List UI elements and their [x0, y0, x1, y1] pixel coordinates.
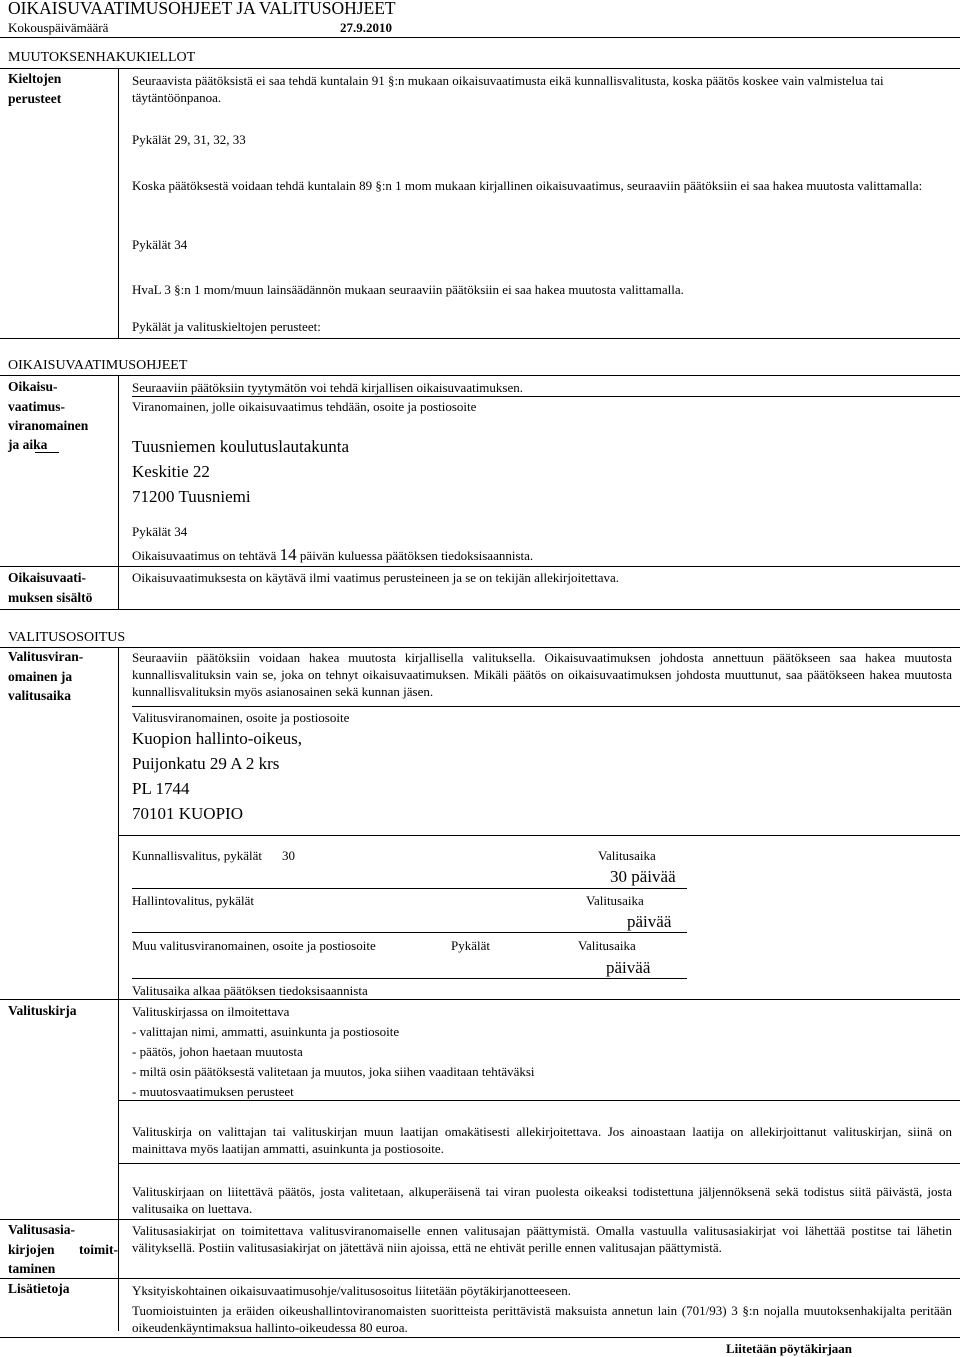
oikaisu-restriction-text: Koska päätöksestä voidaan tehdä kuntalain 89 §:n 1 mom mukaan kirjallinen oikaisuvaatimus, seuraaviin päätöksiin ei saa hakea muutosta valittamalla:	[132, 178, 923, 193]
label-vaatimus: vaatimus-	[8, 399, 65, 414]
lisatietoja-text-2: Tuomioistuinten ja eräiden oikeushallintoviranomaisten suoritteista perittävistä maksuista annetun lain (701/93) 3 §:n nojalla muutoksenhakijalta peritään oikeudenkäyntimaksua hallinto-oikeudessa 80 euroa.	[132, 1303, 952, 1335]
valitusaika-value-2: päivää	[627, 912, 672, 931]
meeting-date-label: Kokouspäivämäärä	[8, 20, 109, 35]
label-valitusaika: valitusaika	[8, 688, 72, 703]
valituskirja-attachment-text: Valituskirjaan on liitettävä päätös, josta valitetaan, alkuperäisenä tai viran puolesta oikeaksi todistettuna jäljennöksenä sekä todistus siitä päivästä, josta valitusaika on luettava.	[132, 1184, 952, 1216]
label-valituskirja: Valituskirja	[8, 1003, 77, 1018]
valitus-address-box: PL 1744	[132, 779, 190, 798]
valituskirja-item-0: Valituskirjassa on ilmoitettava	[132, 1004, 290, 1019]
row-divider	[118, 1100, 960, 1101]
restriction-text: Seuraavista päätöksistä ei saa tehdä kuntalain 91 §:n mukaan oikaisuvaatimusta eikä kunnallisvalitusta, koska päätös koskee vain valmistelua tai täytäntöönpanoa.	[132, 73, 884, 105]
label-taminen: taminen	[8, 1261, 56, 1276]
label-lisatietoja: Lisätietoja	[8, 1281, 70, 1296]
oikaisu-authority-label: Viranomainen, jolle oikaisuvaatimus tehdään, osoite ja postiosoite	[132, 399, 477, 414]
label-oikaisuvaati: Oikaisuvaati-	[8, 570, 87, 585]
column-divider	[118, 375, 119, 609]
section-divider	[0, 647, 960, 648]
valitusaika-label-1: Valitusaika	[598, 848, 656, 863]
hval-restriction-text: HvaL 3 §:n 1 mom/muun lainsäädännön mukaan seuraaviin päätöksiin ei saa hakea muutosta valittamalla.	[132, 282, 684, 297]
lisatietoja-text-1: Yksityiskohtainen oikaisuvaatimusohje/valitusosoitus liitetään pöytäkirjanotteeseen.	[132, 1283, 572, 1298]
label-muksen-sisalto: muksen sisältö	[8, 590, 93, 605]
valituskirja-item-1: - valittajan nimi, ammatti, asuinkunta ja postiosoite	[132, 1024, 400, 1039]
label-valitusviran: Valitusviran-	[8, 649, 84, 664]
label-kieltojen: Kieltojen	[8, 71, 62, 86]
row-divider	[0, 1278, 960, 1279]
deadline-pre: Oikaisuvaatimus on tehtävä	[132, 548, 277, 563]
row-divider	[132, 888, 687, 889]
oikaisu-deadline	[132, 546, 533, 564]
label-perusteet: perusteet	[8, 91, 62, 106]
meeting-date-value: 27.9.2010	[340, 20, 392, 35]
valituskirja-item-4: - muutosvaatimuksen perusteet	[132, 1084, 294, 1099]
valituskirja-signature-text: Valituskirja on valittajan tai valituskirjan muun laatijan omakätisesti allekirjoitettava. Jos ainoastaan laatija on allekirjoittanut valituskirjan, siinä on mainittava myös laatijan ammatti, asuinkunta ja postiosoite.	[132, 1124, 952, 1156]
label-valitusasia: Valitusasia-	[8, 1222, 76, 1237]
oikaisu-pykalat: Pykälät 34	[132, 237, 188, 252]
row-divider	[118, 835, 960, 836]
row-divider	[0, 566, 960, 567]
row-divider	[0, 999, 960, 1000]
valitusaika-alkaa: Valitusaika alkaa päätöksen tiedoksisaannista	[132, 983, 368, 998]
oikaisu-pykalat-34: Pykälät 34	[132, 524, 188, 539]
valitus-intro: Seuraaviin päätöksiin voidaan hakea muutosta kirjallisella valituksella. Oikaisuvaatimuksen johdosta annettuun päätökseen saa hakea muutosta kunnallisvalituksin vain se, joka on tehnyt oikaisuvaatimuksen. Mikäli päätös on oikaisuvaatimuksen johdosta muuttunut, saa päätökseen hakea muutosta kunnallisvalituksin myös asianosainen sekä kunnan jäsen.	[132, 650, 952, 699]
underline	[35, 452, 59, 453]
valitusaika-label-2: Valitusaika	[586, 893, 644, 908]
row-divider	[132, 396, 960, 397]
oikaisu-address-postal: 71200 Tuusniemi	[132, 487, 251, 506]
valitusaika-value-1: 30 päivää	[610, 867, 676, 886]
attached-to-minutes: Liitetään pöytäkirjaan	[726, 1341, 853, 1356]
column-divider	[118, 647, 119, 999]
valituskirja-item-2: - päätös, johon haetaan muutosta	[132, 1044, 303, 1059]
section-divider	[0, 68, 960, 69]
row-divider	[118, 1163, 960, 1164]
section-divider	[0, 375, 960, 376]
label-omainen-ja: omainen ja	[8, 669, 73, 684]
toimittaminen-text: Valitusasiakirjat on toimitettava valitusviranomaiselle ennen valitusajan päättymistä. Omalla vastuulla valitusasiakirjat voi lähettää postitse tai lähetin välityksellä. Postiin valitusasiakirjat on jätettävä niin ajoissa, että ne ehtivät perille ennen valitusajan päättymistä.	[132, 1223, 952, 1255]
row-divider	[132, 978, 687, 979]
label-oikaisu: Oikaisu-	[8, 379, 58, 394]
valituskirja-item-3: - miltä osin päätöksestä valitetaan ja muutos, joka siihen vaaditaan tehtäväksi	[132, 1064, 535, 1079]
valitus-authority-label: Valitusviranomainen, osoite ja postiosoite	[132, 710, 350, 725]
muu-pykalat-label: Pykälät	[451, 938, 490, 953]
label-ja-aika: ja aika	[8, 437, 48, 452]
deadline-days: 14	[279, 545, 297, 564]
section-divider	[0, 609, 960, 610]
header-divider	[0, 37, 960, 38]
row-divider	[132, 932, 687, 933]
valitus-address-street: Puijonkatu 29 A 2 krs	[132, 754, 280, 773]
section-heading-muutoksenhakukiellot: MUUTOKSENHAKUKIELLOT	[8, 50, 196, 65]
column-divider	[118, 999, 119, 1331]
section-heading-valitusosoitus: VALITUSOSOITUS	[8, 630, 126, 645]
kunnallisvalitus-label: Kunnallisvalitus, pykälät	[132, 848, 262, 863]
row-divider	[132, 706, 960, 707]
kunnallisvalitus-pykalat: 30	[282, 848, 295, 863]
hallintovalitus-label: Hallintovalitus, pykälät	[132, 893, 255, 908]
deadline-post: päivän kuluessa päätöksen tiedoksisaannista.	[299, 548, 534, 563]
valitusaika-label-3: Valitusaika	[578, 938, 636, 953]
oikaisu-intro: Seuraaviin päätöksiin tyytymätön voi tehdä kirjallisen oikaisuvaatimuksen.	[132, 380, 524, 395]
oikaisu-address-street: Keskitie 22	[132, 462, 210, 481]
column-divider	[118, 68, 119, 338]
restriction-pykalat: Pykälät 29, 31, 32, 33	[132, 132, 246, 147]
section-heading-oikaisuvaatimusohjeet: OIKAISUVAATIMUSOHJEET	[8, 358, 188, 373]
page-title: OIKAISUVAATIMUSOHJEET JA VALITUSOHJEET	[8, 0, 396, 18]
valitusaika-value-3: päivää	[606, 958, 651, 977]
row-divider	[0, 1337, 960, 1338]
label-viranomainen: viranomainen	[8, 418, 89, 433]
row-divider	[0, 1219, 960, 1220]
valitus-address-name: Kuopion hallinto-oikeus,	[132, 729, 302, 748]
oikaisu-address-name: Tuusniemen koulutuslautakunta	[132, 437, 350, 456]
muu-viranomainen-label: Muu valitusviranomainen, osoite ja postiosoite	[132, 938, 376, 953]
valitus-address-postal: 70101 KUOPIO	[132, 804, 243, 823]
section-divider	[0, 338, 960, 339]
restriction-grounds-label: Pykälät ja valituskieltojen perusteet:	[132, 319, 321, 334]
label-kirjojen-toimit: kirjojen toimit-	[8, 1242, 118, 1257]
oikaisu-content-text: Oikaisuvaatimuksesta on käytävä ilmi vaatimus perusteineen ja se on tekijän allekirjoitettava.	[132, 570, 619, 585]
